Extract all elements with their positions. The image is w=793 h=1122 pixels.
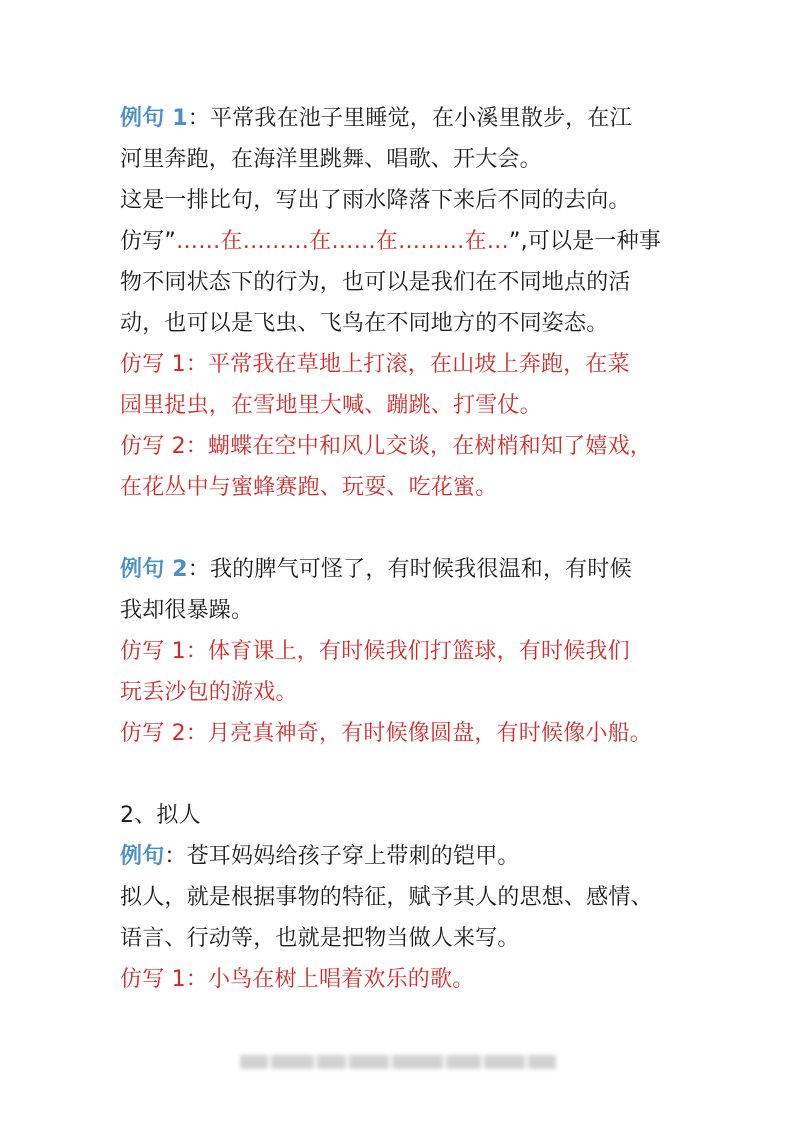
section2-imitation1-line1: 仿写 1：小鸟在树上唱着欢乐的歌。	[120, 967, 475, 992]
example1-sentence-line1	[120, 98, 680, 139]
example1-imitation2-line1: 仿写 2：蝴蝶在空中和风儿交谈，在树梢和知了嬉戏，	[120, 434, 652, 459]
example1-pattern-line	[120, 221, 680, 262]
example1-imitation2-line2: 在花丛中与蜜蜂赛跑、玩耍、吃花蜜。	[120, 475, 498, 500]
pattern-text: ……在………在……在………在…	[176, 229, 510, 254]
example1-imitation1-line2: 园里捉虫，在雪地里大喊、蹦跳、打雪仗。	[120, 393, 542, 418]
example2-sentence-line2: 我却很暴躁。	[120, 598, 254, 623]
example1-explanation-line3: 物不同状态下的行为，也可以是我们在不同地点的活	[120, 270, 631, 295]
example1-colon: ：	[187, 106, 210, 131]
example1-text-line1: 平常我在池子里睡觉，在小溪里散步，在江	[209, 106, 632, 131]
paragraph-gap	[120, 508, 680, 549]
section2-heading: 2、拟人	[120, 803, 201, 828]
example1-label: 例句 1	[120, 106, 188, 131]
section2-label: 例句	[120, 844, 165, 869]
example2-imitation2-line1: 仿写 2：月亮真神奇，有时候像圆盘，有时候像小船。	[120, 721, 652, 746]
example2-colon: ：	[187, 557, 210, 582]
example2-imitation1-line1: 仿写 1：体育课上，有时候我们打篮球，有时候我们	[120, 639, 630, 664]
example1-explanation-line1: 这是一排比句，写出了雨水降落下来后不同的去向。	[120, 188, 631, 213]
section2-explanation-line2: 语言、行动等，也就是把物当做人来写。	[120, 926, 520, 951]
pattern-suffix: ”,可以是一种事	[509, 229, 662, 254]
section2-colon: ：	[164, 844, 187, 869]
example1-explanation-line4: 动，也可以是飞虫、飞鸟在不同地方的不同姿态。	[120, 311, 609, 336]
pattern-prefix: 仿写”	[120, 229, 176, 254]
example2-imitation1-line2: 玩丢沙包的游戏。	[120, 680, 298, 705]
example1-sentence-line2: 河里奔跑，在海洋里跳舞、唱歌、开大会。	[120, 147, 542, 172]
example2-label: 例句 2	[120, 557, 188, 582]
example2-sentence-line1	[120, 549, 680, 590]
section2-explanation-line1: 拟人，就是根据事物的特征，赋予其人的思想、感情、	[120, 885, 653, 910]
example1-imitation1-line1: 仿写 1：平常我在草地上打滚，在山坡上奔跑，在菜	[120, 352, 630, 377]
example2-text-line1: 我的脾气可怪了，有时候我很温和，有时候	[209, 557, 632, 582]
paragraph-gap	[120, 754, 680, 795]
section2-sentence-line1	[120, 836, 680, 877]
section2-text-line1: 苍耳妈妈给孩子穿上带刺的铠甲。	[186, 844, 520, 869]
document-body	[120, 98, 680, 1000]
blurred-footer-watermark	[240, 1055, 556, 1069]
